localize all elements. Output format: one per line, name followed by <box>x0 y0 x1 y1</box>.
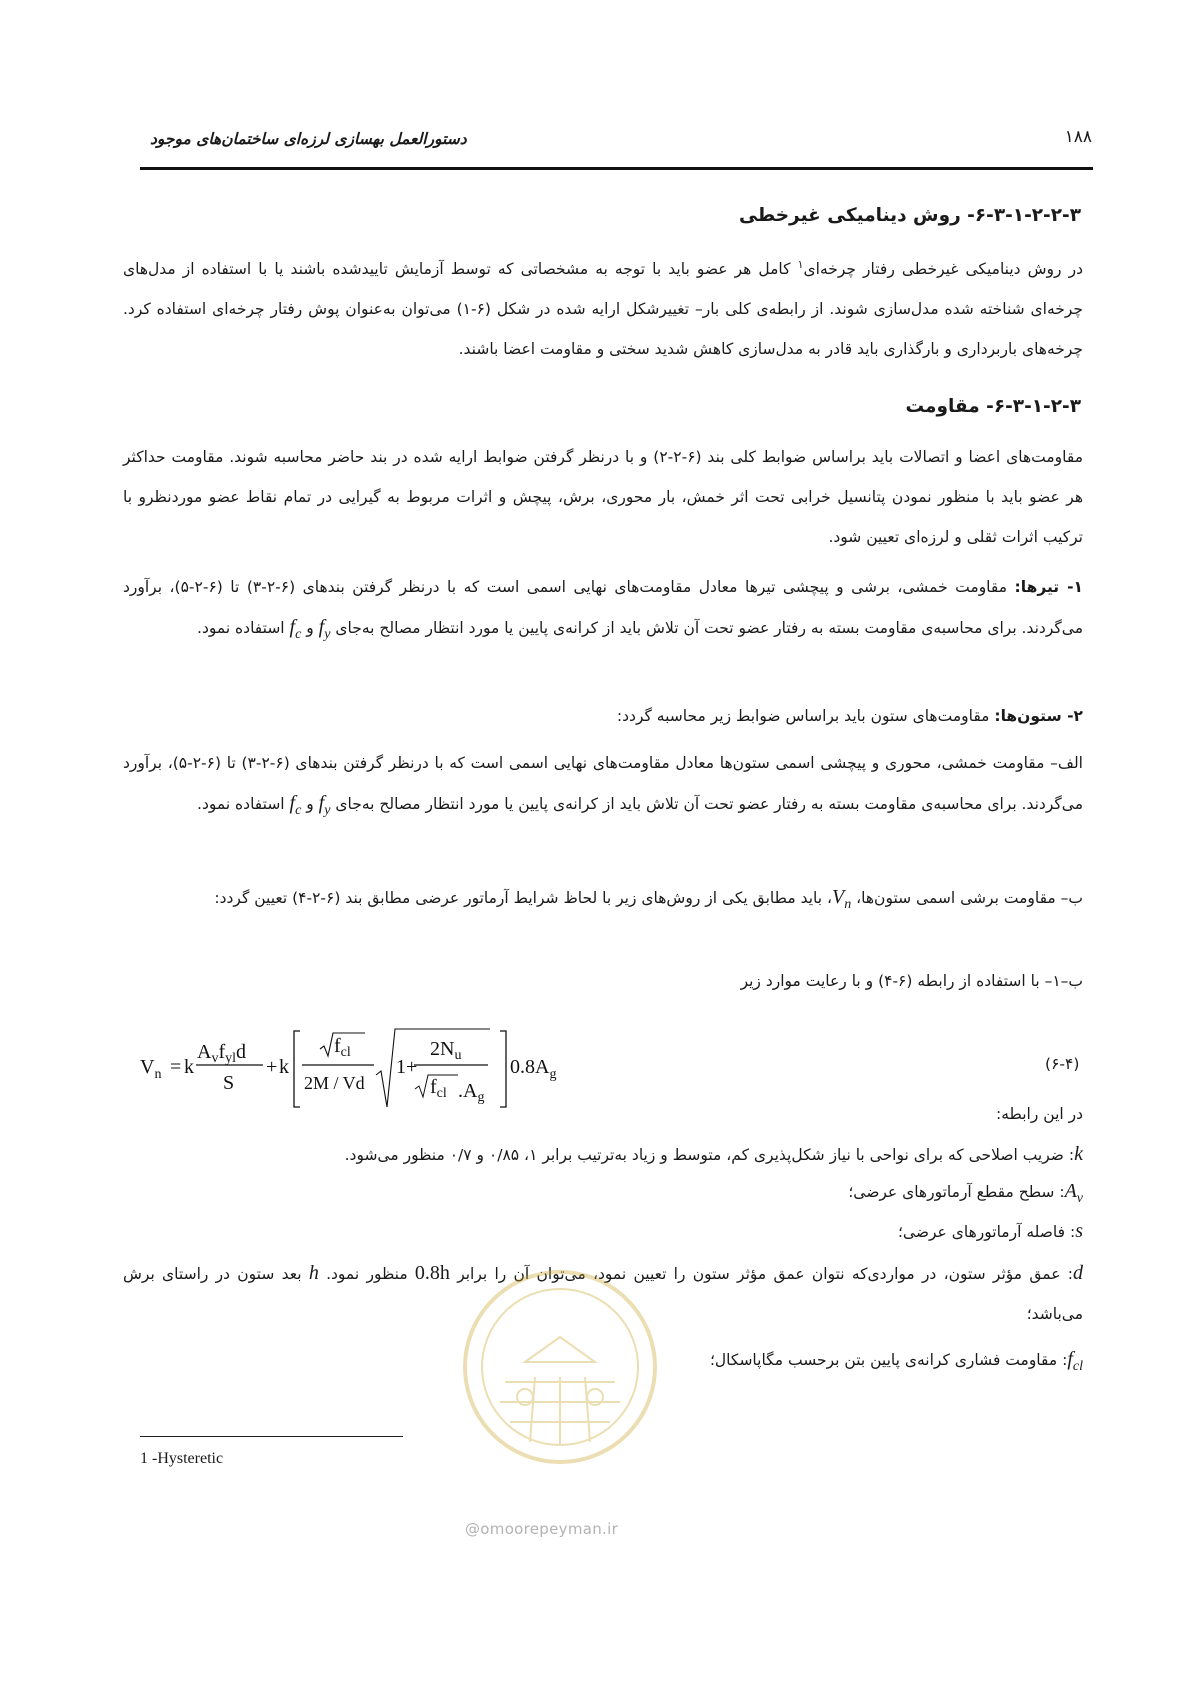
text-run: کامل هر عضو باید با توجه به مشخصاتی که توسط آزمایش تاییدشده باشند یا با استفاده از مدل‌های چرخه‌ای شناخته شده مدل‌سازی شوند. از رابطه‌ی کلی بار– تغییرشکل ارایه شده در شکل (۶-۱) می‌توان به‌عنوان پوش رفتار چرخه‌ای استفاده کرد. چرخه‌های باربرداری و بارگذاری باید قادر به مدل‌سازی کاهش شدید سختی و مقاومت اعضا باشند. <box>123 260 1083 359</box>
symbol-fy: $f_y$ <box>318 616 331 642</box>
eq-plus: + <box>266 1056 278 1078</box>
text-run: در روش دینامیکی غیرخطی رفتار چرخه‌ای <box>803 260 1083 279</box>
footnote-ref: ۱ <box>797 258 804 271</box>
text-run: الف– مقاومت خمشی، محوری و پیچشی اسمی ستون‌ها معادل مقاومت‌های نهایی اسمی است که با درنظر گرفتن بندهای (۶-۲-۳) تا (۶-۲-۵)، برآورد می‌گردند. برای محاسبه‌ی مقاومت بسته به رفتار عضو تحت آن تلاش باید از کرانه‌ی پایین یا مورد انتظار مصالح به‌جای <box>123 754 1083 813</box>
value-0-8h: 0.8h <box>414 1262 450 1284</box>
symbol-d: d <box>1073 1262 1083 1284</box>
eq-fcl-den: $f_{cl}$ <box>430 1076 447 1101</box>
text-run: ، باید مطابق یکی از روش‌های زیر با لحاظ شرایط آرماتور عرضی مطابق بند (۶-۲-۴) تعیین گردد: <box>214 889 833 907</box>
text-run: مقاومت‌های ستون باید براساس ضوابط زیر محاسبه گردد: <box>616 707 995 725</box>
footnote-rule <box>140 1436 403 1437</box>
running-title: دستورالعمل بهسازی لرزه‌ای ساختمان‌های موجود <box>150 130 467 148</box>
definition-k <box>345 1143 1083 1166</box>
text-run: بعد ستون در راستای برش می‌باشد؛ <box>123 1265 1083 1323</box>
eq-tail: $0.8A_g$ <box>510 1056 557 1082</box>
symbol-k: k <box>1074 1143 1083 1165</box>
text-run: منظور نمود. <box>318 1265 415 1283</box>
eq-den2: 2M / Vd <box>304 1073 365 1093</box>
eq-k2: k <box>279 1056 289 1078</box>
item-columns <box>617 707 1083 725</box>
watermark-text: @omoorepeyman.ir <box>465 1520 619 1538</box>
text-run: : سطح مقطع آرماتورهای عرضی؛ <box>848 1183 1065 1201</box>
section-heading-nonlinear: ۶-۳-۱-۲-۲-۳- روش دینامیکی غیرخطی <box>738 205 1081 226</box>
symbol-fc: $f_c$ <box>289 616 302 642</box>
text-run: ب– مقاومت برشی اسمی ستون‌ها، <box>851 889 1083 907</box>
symbol-vn: $V_n$ <box>832 886 852 912</box>
text-run: و <box>301 795 319 813</box>
eq-k1: k <box>184 1056 194 1078</box>
eq-num1: $A_vf_{yl}d$ <box>197 1041 247 1066</box>
symbol-fy: $f_y$ <box>318 792 331 818</box>
text-run: استفاده نمود. <box>197 795 290 813</box>
definitions-intro: در این رابطه: <box>995 1105 1083 1123</box>
item-label: ۲- ستون‌ها: <box>994 707 1083 725</box>
item-be-1: ب–۱– با استفاده از رابطه (۶-۴) و با رعایت موارد زیر <box>740 972 1083 990</box>
definition-s <box>898 1220 1083 1243</box>
eq-den1: S <box>223 1072 235 1094</box>
page-number: ۱۸۸ <box>1064 127 1092 147</box>
symbol-av: $A_v$ <box>1064 1180 1083 1206</box>
item-alef <box>123 743 1083 831</box>
text-run: : ضریب اصلاحی که برای نواحی با نیاز شکل‌پذیری کم، متوسط و زیاد به‌ترتیب برابر ۱، ۰/۸۵ و ۰/۷ منظور می‌شود. <box>344 1146 1075 1164</box>
header-rule <box>140 167 1093 170</box>
definition-av <box>848 1180 1083 1207</box>
item-be <box>123 877 1083 925</box>
text-run: : فاصله آرماتورهای عرضی؛ <box>898 1223 1076 1241</box>
paragraph-nonlinear <box>123 245 1083 369</box>
symbol-fc: $f_c$ <box>289 792 302 818</box>
item-label: ۱- تیرها: <box>1014 578 1083 596</box>
eq-lhs: $V_n$ <box>140 1056 162 1082</box>
text-run: و <box>301 619 319 637</box>
text-run: استفاده نمود. <box>197 619 290 637</box>
equation-6-4 <box>140 1025 610 1115</box>
eq-bracket-left <box>294 1031 300 1107</box>
section-heading-strength: ۶-۳-۱-۲-۳- مقاومت <box>905 396 1081 417</box>
paragraph-strength: مقاومت‌های اعضا و اتصالات باید براساس ضوابط کلی بند (۶-۲-۲) و با درنظر گرفتن ضوابط ارایه شده در بند حاضر محاسبه شوند. مقاومت حداکثر هر عضو باید با منظور نمودن پتانسیل خرابی تحت اثر خمش، بار محوری، برش، پیچش و اثرات مربوط به گیرایی در تمام نقاط عضو موردنظرو با ترکیب اثرات ثقلی و لرزه‌ای تعیین شود. <box>123 448 1084 546</box>
definition-fcl <box>710 1348 1083 1375</box>
footnote: 1 -Hysteretic <box>140 1450 224 1467</box>
eq-bracket-right <box>500 1031 506 1107</box>
symbol-fcl: $f_{cl}$ <box>1067 1348 1083 1374</box>
text-run: : مقاومت فشاری کرانه‌ی پایین بتن برحسب مگاپاسکال؛ <box>709 1351 1068 1369</box>
symbol-s: s <box>1075 1220 1083 1242</box>
item-beams <box>123 567 1083 655</box>
text-run: : عمق مؤثر ستون، در مواردی‌که نتوان عمق مؤثر ستون را تعیین نمود، می‌توان آن را برابر <box>449 1265 1073 1283</box>
symbol-h: h <box>308 1262 319 1284</box>
eq-one-plus: 1+ <box>396 1056 418 1078</box>
eq-num3: $2N_u$ <box>430 1038 462 1063</box>
watermark-seal <box>455 1262 665 1492</box>
eq-fcl: $f_{cl}$ <box>334 1035 351 1060</box>
equation-number: (۶-۴) <box>1045 1055 1080 1073</box>
eq-den3: $.A_g$ <box>458 1080 485 1105</box>
eq-equals: = <box>170 1056 182 1078</box>
text-run: مقاومت خمشی، برشی و پیچشی تیرها معادل مقاومت‌های نهایی اسمی است که با درنظر گرفتن بندهای (۶-۲-۳) تا (۶-۲-۵)، برآورد می‌گردند. برای محاسبه‌ی مقاومت بسته به رفتار عضو تحت آن تلاش باید از کرانه‌ی پایین یا مورد انتظار مصالح به‌جای <box>123 578 1083 637</box>
